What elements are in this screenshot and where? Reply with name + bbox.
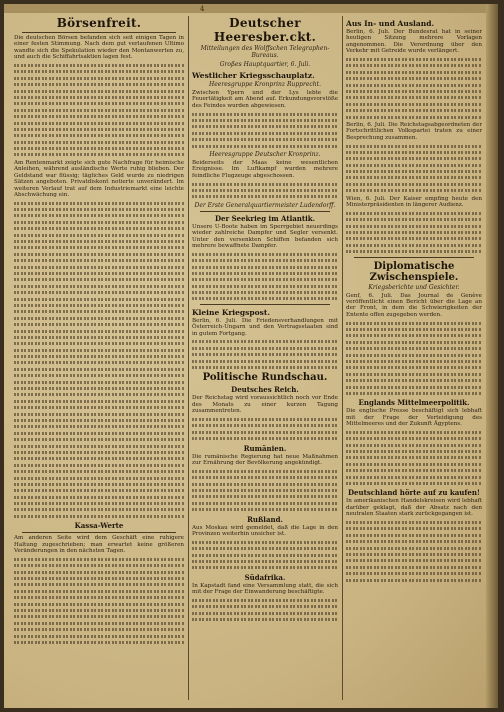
section-heading: Der Seekrieg im Atlantik. — [214, 213, 316, 223]
section-heading: Südafrika. — [244, 572, 286, 582]
section-rule — [200, 304, 330, 305]
section-rule — [200, 211, 330, 212]
right-body-6: In amerikanischen Handelskreisen wird lebhaft darüber geklagt, daß der Absatz nach den neutralen Staaten stark zurückgegangen ist. — [346, 498, 482, 518]
section-rule — [354, 257, 474, 258]
section-subheading: Heeresgruppe Kronprinz Rupprecht. — [209, 81, 321, 88]
signature-line: Der Erste Generalquartiermeister Ludendorff. — [194, 201, 336, 209]
middle-body-politics: Der Reichstag wird voraussichtlich noch vor Ende des Monats zu einer kurzen Tagung zusammentreten. — [192, 395, 338, 415]
right-body-4: Genf, 6. Juli. Das Journal de Genève veröffentlicht einen Bericht über die Lage an der Front, in dem die Schwierigkeiten der Entente offen zugegeben werden. — [346, 292, 482, 318]
text-block — [192, 183, 338, 199]
right-column-title: Aus In- und Ausland. — [346, 19, 435, 28]
diplomacy-subheading: Kriegsberichte und Gesichter. — [368, 283, 460, 291]
left-body: Am Rentenmarkt zeigte sich gute Nachfrage für heimische Anleihen, während ausländische Werte ruhig blieben. Der Geldstand war flüssig; tägliches Geld wurde zu niedrigen Sätzen angeboten. Privatdiskont notierte unverändert. Im weiteren Verlauf trat auf dem Industriemarkt eine leichte Abschwächung ein. — [14, 159, 184, 198]
right-column — [346, 16, 482, 700]
text-block — [346, 431, 482, 485]
section-heading: Kleine Kriegspost. — [192, 307, 270, 317]
text-block — [346, 521, 482, 582]
text-block — [346, 145, 482, 193]
text-block — [192, 541, 338, 570]
left-column — [14, 16, 184, 700]
right-body-5: Die englische Presse beschäftigt sich lebhaft mit der Frage der Verteidigung des Mittelmeeres und der Zukunft Ägyptens. — [346, 408, 482, 428]
diplomacy-heading: Diplomatische Zwischenspiele. — [369, 260, 459, 283]
newspaper-page — [4, 4, 498, 708]
section-heading: Deutschland hörte auf zu kaufen! — [347, 488, 480, 498]
text-block — [192, 418, 338, 440]
section-heading: Englands Mittelmeerpolitik. — [358, 398, 470, 408]
text-block — [346, 212, 482, 253]
middle-date-line: Großes Hauptquartier, 6. Juli. — [219, 61, 311, 68]
top-margin-strip — [4, 4, 498, 13]
text-block — [346, 322, 482, 395]
text-block — [192, 113, 338, 148]
politics-subheading: Deutsches Reich. — [231, 385, 299, 395]
right-body-2: Berlin, 6. Juli. Die Reichstagsabgeordneten der Fortschrittlichen Volkspartei traten zu einer Besprechung zusammen. — [346, 121, 482, 141]
right-body-1: Berlin, 6. Juli. Der Bundesrat hat in seiner heutigen Sitzung mehrere Vorlagen angenommen. Die Verordnung über den Verkehr mit Getreide wurde verlängert. — [346, 29, 482, 55]
text-block — [14, 558, 184, 644]
middle-body-short: Berlin, 6. Juli. Die Friedensverhandlungen mit Österreich-Ungarn und den Vertragsstaaten sind in gutem Fortgang. — [192, 317, 338, 337]
right-body-3: Wien, 6. Juli. Der Kaiser empfing heute den Ministerpräsidenten in längerer Audienz. — [346, 195, 482, 209]
text-block — [346, 58, 482, 119]
text-block — [192, 599, 338, 621]
middle-column-title: Deutscher Heeresber.ckt. — [213, 16, 317, 44]
middle-body-sea: Unsere U-Boote haben im Sperrgebiet neuerdings wieder zahlreiche Dampfer und Segler versenkt. Unter den versenkten Schiffen befanden sich mehrere bewaffnete Dampfer. — [192, 223, 338, 249]
left-lower: Am anderen Seite wird dem Geschäft eine ruhigere Haltung zugeschrieben; man erwartet keine größeren Veränderungen in den nächsten Tagen. — [14, 535, 184, 555]
text-block — [14, 64, 184, 156]
text-block — [192, 253, 338, 301]
politics-heading: Politische Rundschau. — [202, 372, 328, 384]
section-subheading: Heeresgruppe Deutscher Kronprinz. — [209, 150, 321, 158]
section-heading: Westlicher Kriegsschauplatz. — [192, 71, 315, 80]
middle-body-russia: Aus Moskau wird gemeldet, daß die Lage in den Provinzen weiterhin unsicher ist. — [192, 524, 338, 537]
section-heading: Rußland. — [247, 514, 283, 524]
middle-column — [192, 16, 338, 700]
text-block — [192, 470, 338, 511]
left-column-title: Börsenfreit. — [56, 16, 142, 30]
section-rule — [22, 532, 176, 533]
column-rule-left — [188, 16, 189, 700]
middle-body-1: Zwischen Ypern und der Lys lebte die Feuertätigkeit am Abend auf. Erkundungsvorstöße des Feindes wurden abgewiesen. — [192, 90, 338, 109]
middle-body-southafrica: In Kapstadt fand eine Versammlung statt, die sich mit der Frage der Einwanderung beschäftigte. — [192, 582, 338, 596]
page-edge-shadow — [486, 4, 498, 708]
left-intro: Die deutschen Börsen befanden sich seit einigen Tagen in einer festen Stimmung. Nach dem gut verlaufenen Ultimo wandte sich die Spekulation wieder den Montanwerten zu, und auch die Schiffahrtsaktien lagen fest. — [14, 35, 184, 61]
left-footer-label: Kassa-Werte — [74, 521, 124, 531]
column-rule-right — [342, 16, 343, 700]
page-number: 4 — [200, 5, 205, 13]
text-block — [192, 340, 338, 369]
middle-subtitle: Mitteilungen des Wolffschen Telegraphen-Bureaus. — [200, 45, 330, 59]
section-heading: Rumänien. — [243, 443, 287, 453]
middle-body-romania: Die rumänische Regierung hat neue Maßnahmen zur Ernährung der Bevölkerung angekündigt. — [192, 453, 338, 467]
middle-body-2: Beiderseits der Maas keine wesentlichen Ereignisse. Im Luftkampf wurden mehrere feindliche Flugzeuge abgeschossen. — [192, 159, 338, 179]
title-rule — [22, 32, 176, 33]
text-block — [14, 202, 184, 518]
